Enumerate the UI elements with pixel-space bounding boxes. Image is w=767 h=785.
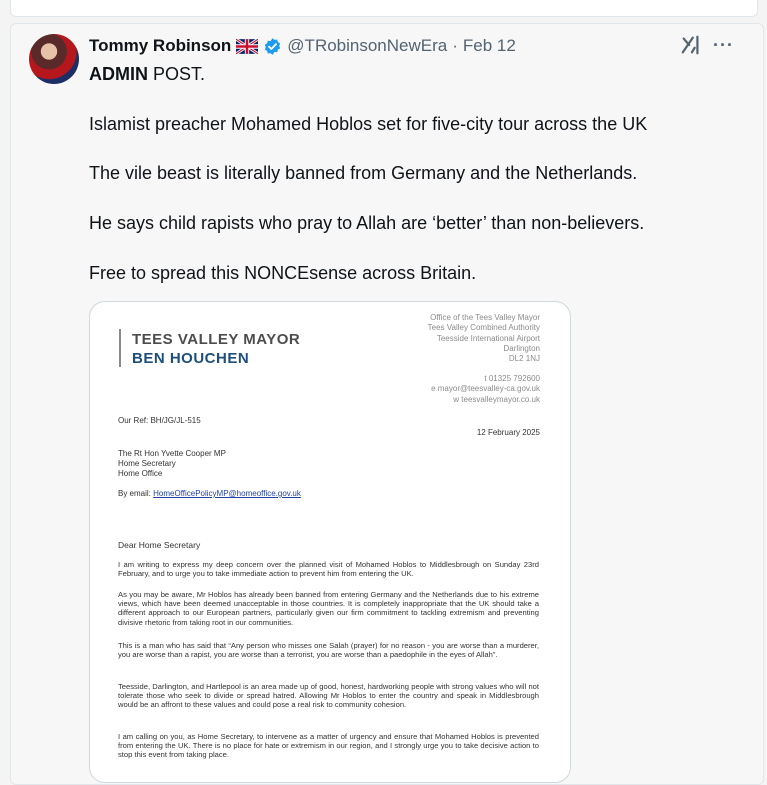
letter-document xyxy=(90,302,570,782)
brand-title: TEES VALLEY MAYOR xyxy=(132,331,301,348)
author-handle[interactable]: @TRobinsonNewEra xyxy=(287,36,448,55)
post-header xyxy=(89,35,516,57)
grok-icon[interactable] xyxy=(680,34,702,56)
address-line: DL2 1NJ xyxy=(508,354,540,364)
contact-line: t 01325 792600 xyxy=(484,374,540,383)
brand-name: BEN HOUCHEN xyxy=(132,350,250,367)
post-date[interactable]: Feb 12 xyxy=(462,36,516,55)
post-text-line-3: He says child rapists who pray to Allah are ‘better’ than non-believers. xyxy=(89,213,645,233)
letter-paragraph: As you may be aware, Mr Hoblos has already been banned from entering Germany and the Netherlands due to his extreme views, which have been deemed unacceptable in those countries. It is completely inappropriate that the UK should take a different approach to our European partners, particularly given our firm commitment to tackling extremism and preventing divisive rhetoric from taking root in our communities. xyxy=(118,590,539,627)
letter-paragraph: I am writing to express my deep concern over the planned visit of Mohamed Hoblos to Middlesbrough on Sunday 23rd February, and to urge you to take immediate action to prevent him from entering the UK. xyxy=(118,560,539,579)
avatar[interactable] xyxy=(29,34,79,84)
letter-reference: Our Ref: BH/JG/JL-515 xyxy=(118,416,201,425)
separator-dot: · xyxy=(452,36,458,55)
address-line: Darlington xyxy=(503,343,540,353)
letter-paragraph: This is a man who has said that “Any person who misses one Salah (prayer) for no reason - you are worse than a murderer, you are worse than a rapist, you are worse than a terrorist, you are worse than a paedophile in the eyes of Allah”. xyxy=(118,641,539,660)
verified-badge-icon xyxy=(263,37,282,56)
post-text-line-2: The vile beast is literally banned from Germany and the Netherlands. xyxy=(89,163,638,183)
recipient-line: The Rt Hon Yvette Cooper MP xyxy=(118,449,226,458)
address-line: Teesside International Airport xyxy=(436,333,540,343)
contact-line: w teesvalleymayor.co.uk xyxy=(453,394,540,404)
by-email-label: By email: xyxy=(118,489,154,498)
by-email-line xyxy=(118,489,301,498)
contact-line: e mayor@teesvalley-ca.gov.uk xyxy=(431,384,540,394)
email-link: HomeOfficePolicyMP@homeoffice.gov.uk xyxy=(153,489,301,498)
letter-date: 12 February 2025 xyxy=(476,428,540,437)
brand-divider xyxy=(119,329,121,367)
letter-salutation: Dear Home Secretary xyxy=(118,540,201,550)
letter-paragraph: I am calling on you, as Home Secretary, to intervene as a matter of urgency and ensure that Mohamed Hoblos is prevented from entering the UK. There is no place for hate or extremism in our region, and I strongly urge you to take decisive action to stop this event from taking place. xyxy=(118,732,539,760)
recipient-line: Home Office xyxy=(118,468,163,478)
more-icon[interactable]: ··· xyxy=(713,35,734,55)
author-name[interactable]: Tommy Robinson xyxy=(89,36,232,55)
admin-line xyxy=(89,64,205,85)
letterhead-address xyxy=(428,313,540,364)
post-text-line-4: Free to spread this NONCEsense across Britain. xyxy=(89,263,477,283)
uk-flag-icon xyxy=(236,39,258,54)
recipient-line: Home Secretary xyxy=(118,458,176,468)
address-line: Tees Valley Combined Authority xyxy=(427,323,540,333)
post-text-line-1: Islamist preacher Mohamed Hoblos set for five-city tour across the UK xyxy=(89,114,648,134)
letterhead-contact xyxy=(431,374,540,405)
letter-paragraph: Teesside, Darlington, and Hartlepool is an area made up of good, honest, hardworking people with strong values who will not tolerate those who seek to divide or spread hatred. Allowing Mr Hoblos to enter the country and speak in Middlesbrough would be an affront to these values and could pose a real risk to community cohesion. xyxy=(118,682,539,710)
attached-image[interactable] xyxy=(89,301,571,783)
admin-suffix: POST. xyxy=(148,64,206,84)
previous-post-edge xyxy=(10,0,758,17)
address-line: Office of the Tees Valley Mayor xyxy=(430,313,540,322)
letter-recipient xyxy=(118,449,226,478)
admin-label: ADMIN xyxy=(89,64,148,84)
